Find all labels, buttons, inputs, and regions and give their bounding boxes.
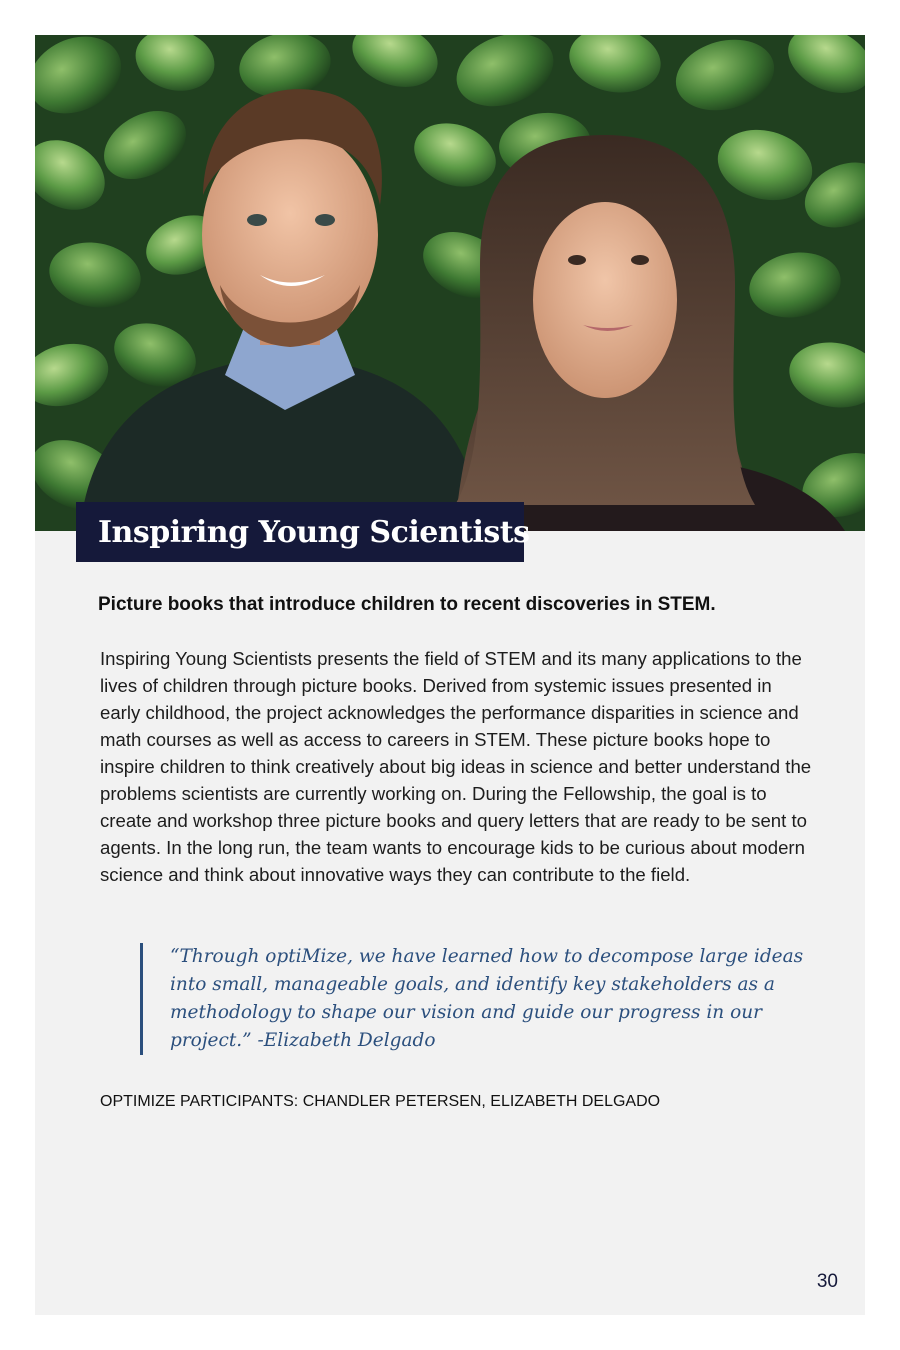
title-banner [76,502,530,562]
page-title: Inspiring Young Scientists [98,514,530,550]
subtitle: Picture books that introduce children to recent discoveries in STEM. [98,594,716,615]
body-paragraph: Inspiring Young Scientists presents the field of STEM and its many applications to the lives of children through picture books. Derived from systemic issues presented in early childhood, the project acknowledges the performance disparities in science and math courses as well as access to careers in STEM. These picture books hope to inspire children to think creatively about big ideas in science and better understand the problems scientists are currently working on. During the Fellowship, the goal is to create and workshop three picture books and query letters that are ready to be sent to agents. In the long run, the team wants to encourage kids to be curious about modern science and think about innovative ways they can contribute to the field. [100,648,812,885]
participants-line: OPTIMIZE PARTICIPANTS: CHANDLER PETERSEN, ELIZABETH DELGADO [100,1093,661,1110]
page-panel [35,35,865,1315]
team-photo [35,35,865,531]
page-number: 30 [816,1271,838,1292]
pull-quote: “Through optiMize, we have learned how to decompose large ideas into small, manageable goals, and identify key stakeholders as a methodology to shape our vision and guide our progress in our project.” -Elizabeth Delgado [140,943,830,1055]
